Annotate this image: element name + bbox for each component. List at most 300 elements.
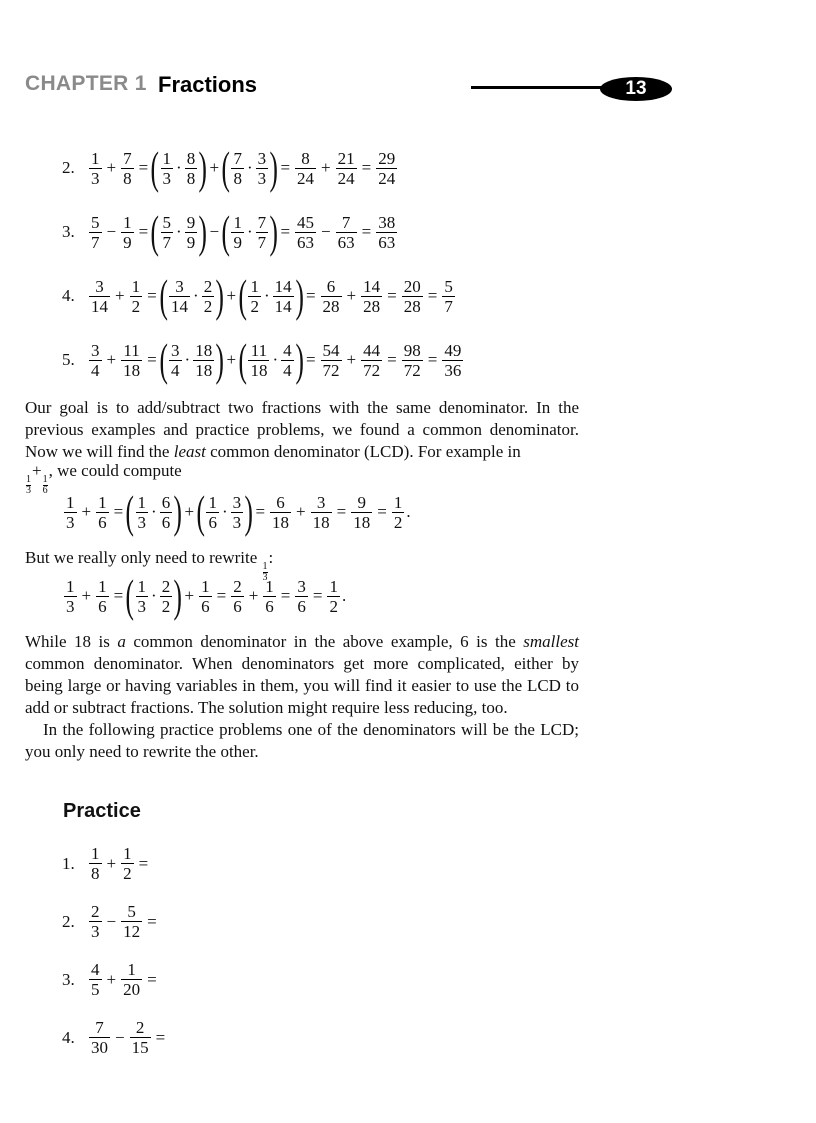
- fraction: [185, 214, 198, 251]
- plus-sign: +: [32, 461, 42, 480]
- fraction: [89, 1019, 110, 1056]
- denominator: 28: [403, 296, 421, 316]
- worked-example-row: [62, 142, 399, 193]
- fraction: [121, 903, 142, 940]
- worked-example-row: [62, 334, 465, 385]
- denominator: 6: [98, 512, 107, 532]
- fraction: [121, 342, 142, 379]
- inline-fraction: $\frac{1}{3}$: [26, 474, 31, 496]
- denominator: 18: [123, 360, 141, 380]
- fraction: [336, 214, 357, 251]
- operator: −: [106, 911, 117, 931]
- numerator: 49: [444, 340, 462, 360]
- text-run: But we really only need to rewrite: [25, 548, 258, 567]
- fraction: [161, 214, 174, 251]
- numerator: 7: [257, 212, 267, 232]
- denominator: 28: [363, 296, 381, 316]
- fraction: [376, 214, 397, 251]
- denominator: 8: [123, 168, 132, 188]
- practice-problem: [62, 961, 160, 998]
- numerator: 5: [127, 902, 136, 921]
- fraction: [376, 150, 397, 187]
- fraction: [89, 278, 110, 315]
- operator: +: [209, 158, 220, 177]
- right-paren: ): [173, 486, 183, 537]
- item-number: 1.: [62, 853, 75, 873]
- operator: =: [305, 350, 316, 369]
- fraction: [311, 494, 332, 531]
- denominator: 7: [91, 232, 100, 252]
- denominator: 36: [444, 360, 462, 380]
- denominator: 6: [297, 596, 306, 616]
- fraction: [295, 150, 316, 187]
- times-dot: ·: [221, 502, 228, 521]
- denominator: 6: [161, 512, 171, 532]
- numerator: 3: [316, 492, 326, 512]
- operator: =: [387, 286, 397, 305]
- denominator: 2: [250, 296, 259, 316]
- fraction: [270, 494, 291, 531]
- fraction: [121, 961, 142, 998]
- denominator: 63: [297, 232, 315, 252]
- numerator: 8: [186, 148, 196, 168]
- numerator: 11: [250, 340, 268, 360]
- numerator: 6: [161, 492, 171, 512]
- chapter-title: Fractions: [158, 72, 258, 97]
- fraction: [121, 845, 134, 882]
- fraction: [89, 214, 102, 251]
- left-paren: (: [125, 570, 135, 621]
- denominator: 6: [265, 596, 274, 616]
- fraction: [361, 342, 382, 379]
- denominator: 2: [203, 296, 213, 316]
- denominator: 30: [91, 1038, 108, 1057]
- fraction: [295, 578, 308, 615]
- fraction: [89, 342, 102, 379]
- numerator: 7: [341, 212, 351, 232]
- denominator: 63: [378, 232, 396, 252]
- paragraph-practice-intro: [25, 719, 579, 763]
- times-dot: ·: [246, 158, 253, 177]
- numerator: 2: [161, 576, 171, 596]
- fraction: [281, 342, 294, 379]
- numerator: 1: [91, 148, 100, 168]
- operator: =: [427, 286, 438, 305]
- denominator: 3: [91, 168, 100, 188]
- parenthesized-product: [238, 334, 304, 385]
- text-run: In the following practice problems one of the denominators will be the LCD; you only need to rewrite the other.: [25, 720, 579, 761]
- denominator: 3: [137, 596, 147, 616]
- fraction: [442, 278, 455, 315]
- fraction: [256, 150, 269, 187]
- parenthesized-product: [150, 142, 208, 193]
- denominator: 14: [171, 296, 189, 316]
- numerator: 1: [162, 148, 172, 168]
- times-dot: ·: [184, 350, 191, 369]
- numerator: 2: [91, 902, 100, 921]
- denominator: 2: [123, 864, 132, 883]
- numerator: 1: [123, 844, 132, 863]
- numerator: 4: [91, 960, 100, 979]
- denominator: 3: [232, 512, 242, 532]
- inline-fraction: $\frac{1}{3}$: [262, 561, 268, 583]
- operator: −: [321, 222, 331, 241]
- operator: =: [387, 350, 397, 369]
- denominator: 9: [123, 232, 132, 252]
- denominator: 3: [66, 512, 75, 532]
- left-paren: (: [125, 486, 135, 537]
- operator: =: [280, 222, 291, 241]
- fraction: [130, 278, 143, 315]
- operator: −: [115, 1027, 125, 1047]
- numerator: 8: [301, 148, 310, 168]
- operator: +: [106, 969, 117, 989]
- parenthesized-product: [125, 486, 183, 537]
- paragraph-intro-lcd: [25, 397, 579, 463]
- operator: =: [361, 222, 372, 241]
- numerator: 1: [91, 844, 100, 863]
- fraction: [199, 578, 212, 615]
- denominator: 3: [91, 922, 100, 941]
- right-paren: ): [198, 206, 208, 257]
- denominator: 3: [162, 168, 172, 188]
- fraction: [202, 278, 215, 315]
- denominator: 18: [250, 360, 268, 380]
- numerator: 1: [66, 576, 75, 596]
- paragraph-intro-lcd-tail: [25, 460, 579, 496]
- numerator: 6: [276, 492, 285, 512]
- numerator: 7: [123, 148, 132, 168]
- practice-problem: [62, 1019, 168, 1056]
- right-paren: ): [295, 270, 304, 321]
- denominator: 24: [297, 168, 315, 188]
- fraction: [64, 494, 77, 531]
- parenthesized-product: [221, 206, 278, 257]
- left-paren: (: [221, 206, 230, 257]
- fraction: [231, 214, 244, 251]
- fraction: [248, 342, 269, 379]
- denominator: 4: [91, 360, 100, 380]
- inline-fraction: $\frac{1}{6}$: [42, 474, 48, 496]
- fraction: [256, 214, 269, 251]
- times-dot: ·: [263, 286, 270, 305]
- numerator: 44: [363, 340, 381, 360]
- numerator: 1: [66, 492, 75, 512]
- fraction: [273, 278, 294, 315]
- text-run: , we could compute: [48, 461, 182, 480]
- numerator: 9: [186, 212, 196, 232]
- operator: =: [427, 350, 438, 369]
- fraction: [442, 342, 463, 379]
- fraction: [231, 150, 244, 187]
- fraction: [169, 342, 182, 379]
- times-dot: ·: [151, 586, 157, 605]
- fraction: [161, 150, 174, 187]
- right-paren: ): [173, 570, 183, 621]
- practice-heading: Practice: [63, 800, 141, 822]
- fraction: [248, 278, 261, 315]
- item-number: 2.: [62, 158, 75, 177]
- numerator: 3: [95, 276, 104, 296]
- page-number: 13: [600, 77, 672, 101]
- numerator: 45: [297, 212, 315, 232]
- operator: =: [312, 586, 323, 605]
- numerator: 1: [137, 576, 147, 596]
- fraction: [351, 494, 372, 531]
- numerator: 21: [337, 148, 355, 168]
- fraction: [169, 278, 190, 315]
- left-paren: (: [238, 334, 247, 385]
- fraction: [89, 845, 102, 882]
- operator: =: [147, 286, 157, 305]
- operator: =: [113, 502, 124, 521]
- practice-problem: [62, 845, 151, 882]
- text-run: While 18 is: [25, 632, 118, 651]
- text-run: :: [268, 548, 274, 567]
- left-paren: (: [196, 486, 205, 537]
- operator: =: [280, 586, 291, 605]
- operator: =: [147, 969, 157, 989]
- denominator: 4: [171, 360, 180, 380]
- operator: =: [305, 286, 316, 305]
- worked-example-row: [62, 206, 399, 257]
- denominator: 18: [195, 360, 213, 380]
- operator: =: [138, 222, 149, 241]
- operator: =: [280, 158, 291, 177]
- item-number: 4.: [62, 1027, 75, 1047]
- right-paren: ): [215, 270, 225, 321]
- operator: =: [361, 158, 372, 177]
- numerator: 1: [98, 492, 107, 512]
- right-paren: ): [244, 486, 253, 537]
- operator: +: [106, 853, 117, 873]
- numerator: 3: [175, 276, 184, 296]
- lcd-example-1: [62, 486, 411, 537]
- worked-example-row: [62, 270, 457, 321]
- numerator: 9: [357, 492, 366, 512]
- operator: =: [255, 502, 266, 521]
- operator: +: [226, 350, 237, 369]
- denominator: 72: [322, 360, 340, 380]
- operator: +: [248, 586, 259, 605]
- operator: +: [81, 502, 92, 521]
- fraction: [361, 278, 382, 315]
- denominator: 63: [337, 232, 355, 252]
- denominator: 12: [123, 922, 141, 941]
- numerator: 1: [265, 576, 274, 596]
- times-dot: ·: [246, 222, 253, 241]
- denominator: 3: [257, 168, 267, 188]
- fraction: [193, 342, 214, 379]
- times-dot: ·: [176, 222, 182, 241]
- fraction: [121, 214, 134, 251]
- fraction: [121, 150, 134, 187]
- operator: +: [346, 286, 357, 305]
- parenthesized-product: [238, 270, 304, 321]
- denominator: 6: [233, 596, 242, 616]
- period: .: [406, 502, 411, 521]
- operator: =: [147, 911, 157, 931]
- operator: =: [138, 853, 149, 873]
- operator: +: [81, 586, 92, 605]
- item-number: 2.: [62, 911, 75, 931]
- parenthesized-product: [150, 206, 208, 257]
- fraction: [89, 903, 102, 940]
- numerator: 2: [233, 576, 242, 596]
- left-paren: (: [150, 142, 160, 193]
- emphasis: smallest: [523, 632, 579, 651]
- denominator: 6: [208, 512, 217, 532]
- denominator: 18: [312, 512, 330, 532]
- times-dot: ·: [193, 286, 199, 305]
- numerator: 4: [283, 340, 292, 360]
- text-run: common denominator. When denominators get more complicated, either by being large or having variables in them, you will find it easier to use the LCD to add or subtract fractions. The solution might require less reducing, too.: [25, 654, 579, 717]
- text-run: common denominator in the above example, 6 is the: [125, 632, 524, 651]
- numerator: 2: [135, 1018, 145, 1037]
- parenthesized-product: [159, 270, 225, 321]
- numerator: 6: [326, 276, 336, 296]
- lcd-example-2: [62, 570, 347, 621]
- numerator: 2: [203, 276, 213, 296]
- denominator: 18: [272, 512, 290, 532]
- denominator: 14: [91, 296, 108, 316]
- numerator: 5: [444, 276, 453, 296]
- denominator: 24: [378, 168, 396, 188]
- numerator: 1: [233, 212, 242, 232]
- right-paren: ): [269, 206, 278, 257]
- fraction: [231, 494, 244, 531]
- times-dot: ·: [151, 502, 157, 521]
- numerator: 1: [208, 492, 217, 512]
- parenthesized-product: [221, 142, 278, 193]
- numerator: 5: [91, 212, 100, 232]
- period: .: [341, 586, 347, 605]
- fraction: [321, 342, 342, 379]
- operator: +: [296, 502, 306, 521]
- numerator: 5: [162, 212, 172, 232]
- item-number: 4.: [62, 286, 75, 305]
- denominator: 20: [123, 980, 141, 999]
- chapter-label: CHAPTER 1: [25, 72, 147, 95]
- numerator: 3: [171, 340, 180, 360]
- header-rule: [471, 86, 621, 89]
- fraction: [96, 578, 109, 615]
- fraction: [206, 494, 219, 531]
- fraction: [231, 578, 244, 615]
- operator: +: [184, 502, 195, 521]
- right-paren: ): [295, 334, 304, 385]
- operator: +: [106, 158, 117, 177]
- numerator: 29: [378, 148, 396, 168]
- operator: −: [209, 222, 220, 241]
- denominator: 9: [186, 232, 196, 252]
- text-run: common denominator (LCD). For example in: [205, 442, 521, 461]
- fraction: [160, 578, 173, 615]
- denominator: 8: [233, 168, 242, 188]
- operator: +: [346, 350, 357, 369]
- operator: =: [216, 586, 227, 605]
- numerator: 11: [123, 340, 140, 360]
- parenthesized-product: [159, 334, 225, 385]
- parenthesized-product: [196, 486, 253, 537]
- right-paren: ): [269, 142, 278, 193]
- fraction: [96, 494, 109, 531]
- emphasis: least: [173, 442, 206, 461]
- operator: =: [138, 158, 149, 177]
- denominator: 24: [337, 168, 355, 188]
- times-dot: ·: [176, 158, 182, 177]
- fraction: [321, 278, 342, 315]
- denominator: 6: [201, 596, 210, 616]
- numerator: 1: [393, 492, 403, 512]
- denominator: 3: [137, 512, 147, 532]
- numerator: 98: [403, 340, 421, 360]
- numerator: 1: [329, 576, 338, 596]
- numerator: 1: [250, 276, 259, 296]
- numerator: 38: [378, 212, 396, 232]
- right-paren: ): [198, 142, 208, 193]
- fraction: [64, 578, 77, 615]
- fraction: [336, 150, 357, 187]
- numerator: 1: [201, 576, 210, 596]
- numerator: 18: [195, 340, 213, 360]
- fraction: [263, 578, 276, 615]
- denominator: 6: [98, 596, 107, 616]
- emphasis: a: [117, 632, 126, 651]
- denominator: 2: [329, 596, 338, 616]
- numerator: 14: [363, 276, 381, 296]
- numerator: 3: [297, 576, 306, 596]
- numerator: 1: [98, 576, 107, 596]
- times-dot: ·: [272, 350, 279, 369]
- item-number: 3.: [62, 222, 75, 241]
- parenthesized-product: [125, 570, 183, 621]
- numerator: 1: [137, 492, 147, 512]
- denominator: 72: [363, 360, 381, 380]
- denominator: 8: [91, 864, 100, 883]
- denominator: 5: [91, 980, 100, 999]
- denominator: 28: [322, 296, 340, 316]
- numerator: 7: [233, 148, 242, 168]
- operator: =: [336, 502, 347, 521]
- numerator: 3: [257, 148, 267, 168]
- numerator: 1: [127, 960, 136, 979]
- denominator: 2: [393, 512, 403, 532]
- operator: −: [106, 222, 117, 241]
- operator: +: [115, 286, 125, 305]
- numerator: 3: [232, 492, 242, 512]
- fraction: [402, 278, 423, 315]
- right-paren: ): [215, 334, 225, 385]
- denominator: 3: [66, 596, 75, 616]
- denominator: 15: [131, 1038, 149, 1057]
- denominator: 7: [257, 232, 267, 252]
- fraction: [160, 494, 173, 531]
- denominator: 2: [131, 296, 141, 316]
- paragraph-smallest: [25, 631, 579, 719]
- operator: +: [321, 158, 331, 177]
- operator: +: [184, 586, 195, 605]
- left-paren: (: [238, 270, 247, 321]
- fraction: [136, 578, 149, 615]
- operator: =: [377, 502, 387, 521]
- denominator: 2: [161, 596, 171, 616]
- fraction: [402, 342, 423, 379]
- numerator: 54: [322, 340, 340, 360]
- operator: =: [113, 586, 124, 605]
- item-number: 5.: [62, 350, 75, 369]
- denominator: 7: [162, 232, 172, 252]
